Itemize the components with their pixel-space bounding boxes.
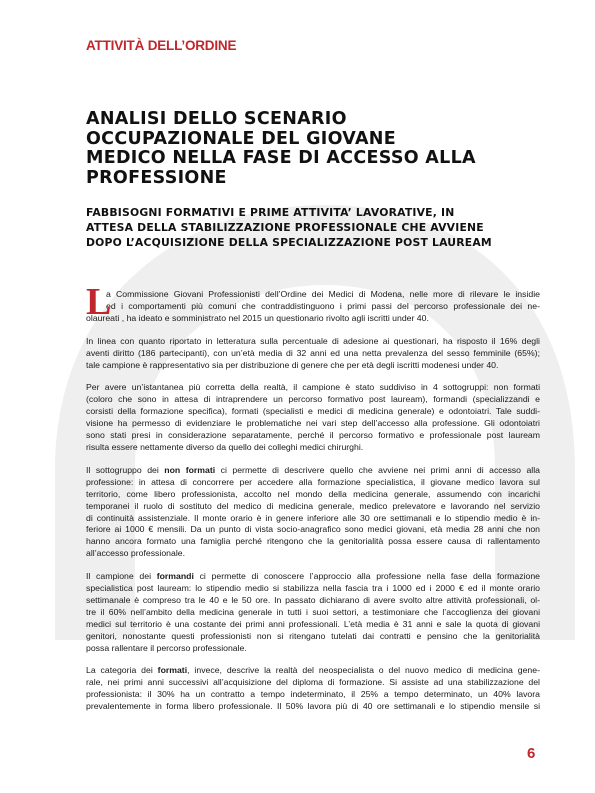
text-line [86,665,540,677]
text-run: Il campione dei [86,571,157,582]
text-run: Il sottogruppo dei [86,464,165,475]
text-line: medici sul territorio è una costante dei primi anni professionali. L’età media è 31 anni e sale la quota di giovani [86,618,540,629]
subtitle-line: DOPO L’ACQUISIZIONE DELLA SPECIALIZZAZIONE POST LAUREAM [86,236,492,249]
text-line: feriore ai 1000 € mensili. Da un punto di vista socio-anagrafico sono medici giovani, età media 28 anni che non [86,524,540,535]
keyword-non-formati: non formati [164,464,216,475]
text-line: sono stati presi in considerazione separatamente, perché il percorso formativo e professionale post lauream [86,430,540,441]
paragraph-subgroups [86,382,540,453]
text-run: La categoria dei [86,665,158,676]
paragraph-formandi [86,571,540,654]
text-line: prevalentemente in forma libero professionale. Il 50% lavora più di 40 ore settimanali e lo stipendio mensile si [86,701,540,712]
section-label: ATTIVITÀ DELL’ORDINE [86,38,237,53]
text-line: territorio, come libero professionista, accolto nel mondo della medicina generale, assumendo con incarichi [86,488,540,499]
text-run: ci permette di descrivere quello che avviene nei primi anni di accesso alla [215,464,540,475]
title-line: ANALISI DELLO SCENARIO [86,109,347,129]
text-line: aventi diritto (186 partecipanti), con un’età media di 32 anni ed una netta prevalenza del sesso femminile (65%); [86,347,540,358]
text-line: possa rallentare il percorso professionale. [86,642,247,653]
paragraph-intro [86,281,540,325]
paragraph-sample [86,336,540,372]
keyword-formati: formati [157,665,188,676]
text-line: professione: in attesa di concorrere per accedere alla formazione specialistica, il giovane medico lavora sul [86,476,540,487]
text-line: olaureati , ha ideato e somministrato nel 2015 un questionario rivolto agli iscritti under 40. [86,312,429,323]
text-line: a Commissione Giovani Professionisti dell’Ordine dei Medici di Modena, nelle more di rilevare le insidie [106,289,540,299]
text-run: , invece, descrive la realtà del neospecialista o del nuovo medico di medicina gene- [187,665,540,676]
keyword-formandi: formandi [156,571,194,582]
title-line: PROFESSIONE [86,167,227,188]
paragraph-formati [86,665,540,713]
text-line: visione ha permesso di evidenziare le problematiche nei vari step dell’accesso alla professione. Gli odontoiatri [86,418,540,429]
article-title [86,110,516,188]
page-number: 6 [527,745,536,762]
text-line: corsisti della formazione specifica), formati (specialisti e medici di medicina generale) e odontoiatri. Tale suddi- [86,406,540,417]
text-line: settimanale è compreso tra le 40 e le 50 ore. In passato dichiarano di avere svolto altre attività professionali, ol- [86,594,540,605]
text-line: temporanei il ruolo di sostituto del medico di medicina generale, medico prelevatore e lavorando nel servizio [86,500,540,511]
text-line: all’accesso professionale. [86,548,185,559]
subtitle-line: ATTESA DELLA STABILIZZAZIONE PROFESSIONALE CHE AVVIENE [86,221,484,234]
text-line: tre il 60% nell’ambito della medicina generale in tutti i suoi settori, a testimoniare che l’accoglienza dei giovani [86,606,540,617]
text-run: ci permette di conoscere l’approccio alla professione nella fase della formazione [193,571,540,582]
text-line: tale campione è rappresentativo sia per distribuzione di genere che per età degli iscritti modenesi under 40. [86,359,499,370]
article-subtitle [86,205,516,250]
subtitle-line: FABBISOGNI FORMATIVI E PRIME ATTIVITA’ LAVORATIVE, IN [86,206,455,219]
text-line: risulta essere nettamente diverso da quello dei colleghi medici chirurghi. [86,441,364,452]
title-line: MEDICO NELLA FASE DI ACCESSO ALLA [86,148,476,168]
text-line [86,571,540,583]
text-line: In linea con quanto riportato in letteratura sulla percentuale di adesione ai questionari, ha risposto il 16% degli [86,335,540,346]
text-line: hanno ancora formato una famiglia perché ritengono che la genitorialità possa essere causa di rallentamento [86,536,540,547]
text-line: genitori, nonostante questi professionisti non si ritengano tutelati dai contratti e pensino che la genitorialità [86,630,540,641]
text-line: (coloro che sono in attesa di intraprendere un percorso formativo post lauream), formandi (specializzandi e [86,394,540,405]
paragraph-non-formati [86,465,540,560]
title-line: OCCUPAZIONALE DEL GIOVANE [86,128,397,149]
text-line: rale, nei primi anni successivi all’acquisizione del diploma di formazione. Si assiste ad una stabilizzazione del [86,677,540,688]
text-line [86,465,540,477]
text-line: Per avere un’istantanea più corretta della realtà, il campione è stato suddiviso in 4 sottogruppi: non formati [86,382,540,393]
text-line: ed i comportamenti più comuni che contraddistinguono i primi passi del percorso professionale dei ne- [106,300,540,311]
text-line: di continuità assistenziale. Il monte orario è in genere inferiore alle 30 ore settimanali e lo stipendio medio è in- [86,512,540,523]
drop-cap: L [86,281,112,323]
text-line: professionista: il 30% ha un contratto a tempo indeterminato, il 25% a tempo determinato, un 40% lavora [86,689,540,700]
text-line: specialistica post lauream: lo stipendio medio si stabilizza nella fascia tra i 1000 ed i 2000 € ed il monte orario [86,583,540,594]
article-body [86,281,540,724]
